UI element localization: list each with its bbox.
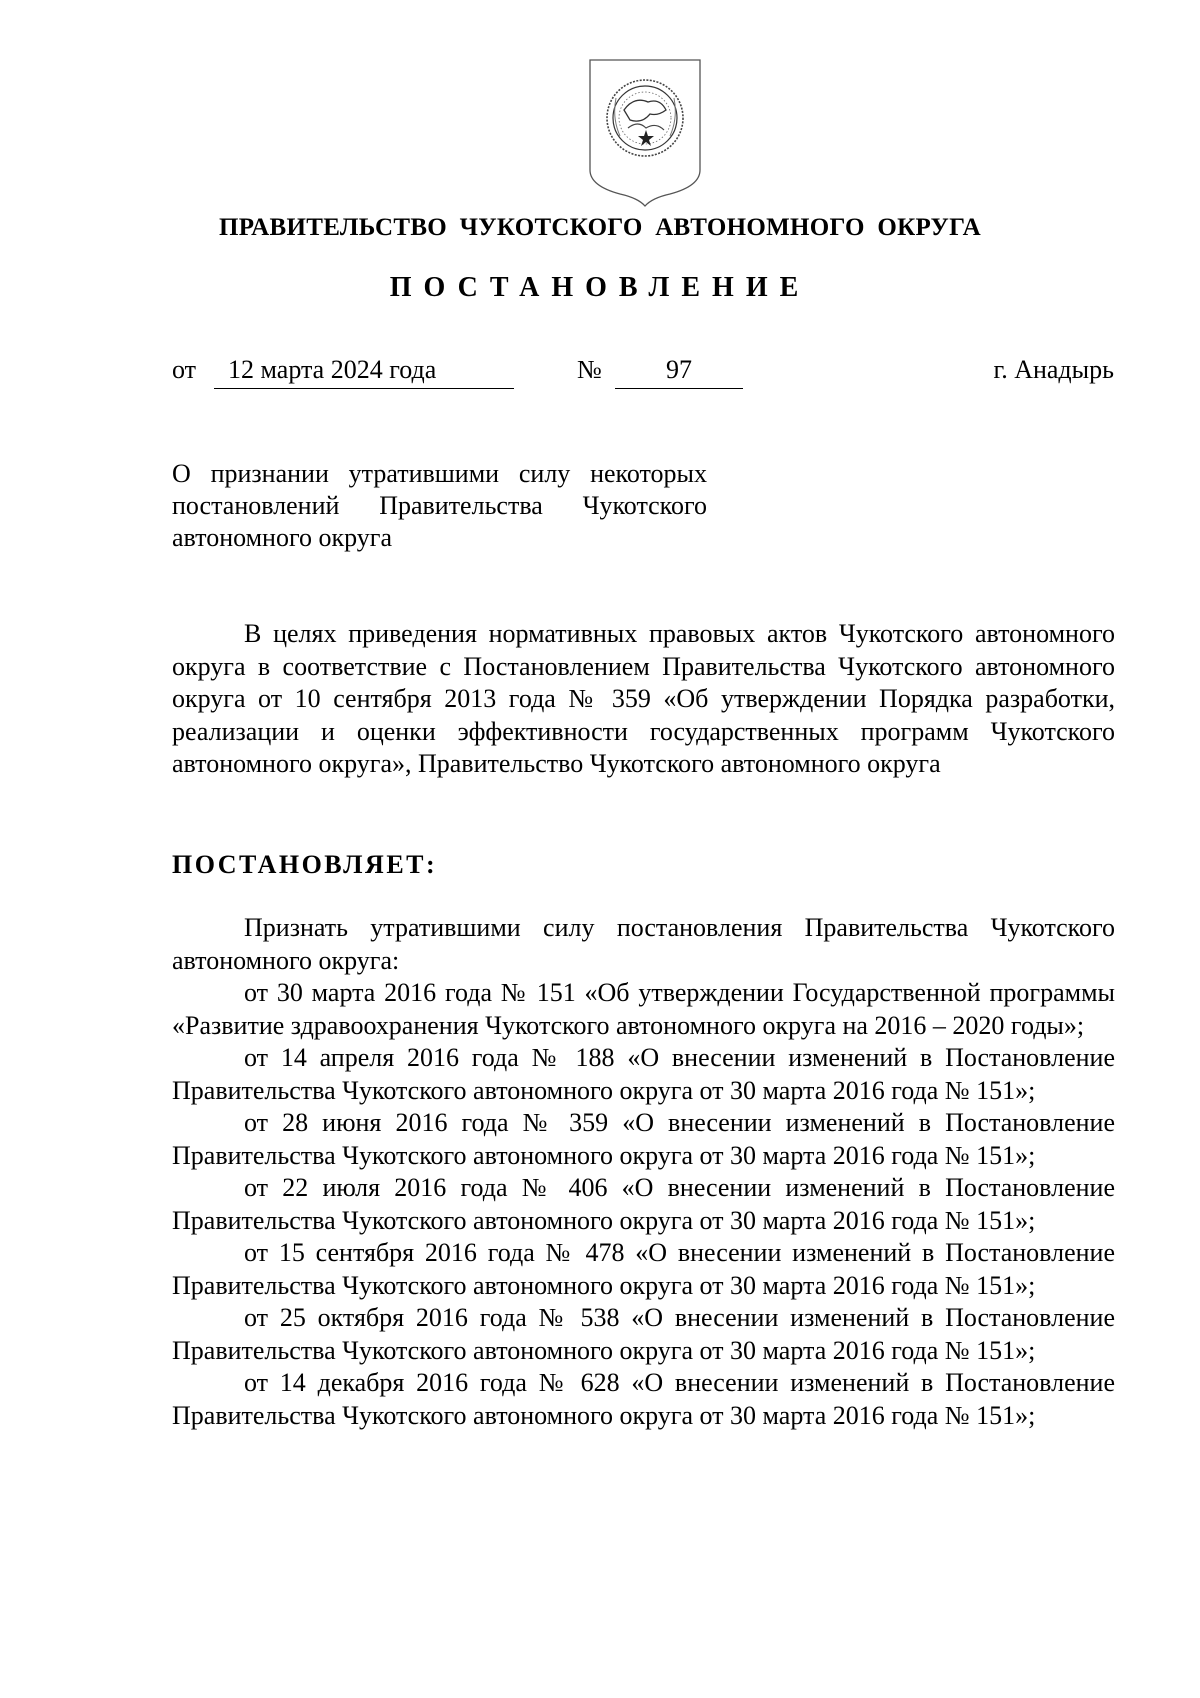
date-field xyxy=(214,355,514,389)
subject-line: О признании утратившими силу некоторых xyxy=(172,459,707,488)
decision-item: от 30 марта 2016 года № 151 «Об утверждении Государственной программы «Развитие здравоохранения Чукотского автономного округа на 2016 – 2020 годы»; xyxy=(172,978,1115,1040)
number-value: 97 xyxy=(666,355,692,384)
decision-item: от 14 декабря 2016 года № 628 «О внесении изменений в Постановление Правительства Чукотского автономного округа от 30 марта 2016 года № 151»; xyxy=(172,1368,1115,1430)
decision-item: от 22 июля 2016 года № 406 «О внесении изменений в Постановление Правительства Чукотского автономного округа от 30 марта 2016 года № 151»; xyxy=(172,1173,1115,1235)
number-field xyxy=(615,355,743,389)
subject-heading xyxy=(172,458,707,554)
document-type: ПОСТАНОВЛЕНИЕ xyxy=(389,272,811,303)
date-value: 12 марта 2024 года xyxy=(228,355,437,384)
decision-item: от 14 апреля 2016 года № 188 «О внесении изменений в Постановление Правительства Чукотского автономного округа от 30 марта 2016 года № 151»; xyxy=(172,1043,1115,1105)
decision-item: от 25 октября 2016 года № 538 «О внесении изменений в Постановление Правительства Чукотского автономного округа от 30 марта 2016 года № 151»; xyxy=(172,1303,1115,1365)
number-label: № xyxy=(577,355,602,384)
place: г. Анадырь xyxy=(993,355,1114,384)
subject-line: постановлений Правительства Чукотского xyxy=(172,491,707,520)
decision-item: от 28 июня 2016 года № 359 «О внесении изменений в Постановление Правительства Чукотского автономного округа от 30 марта 2016 года № 151»; xyxy=(172,1108,1115,1170)
coat-of-arms-icon xyxy=(586,58,704,208)
document-meta xyxy=(172,355,1114,395)
decree-word: ПОСТАНОВЛЯЕТ: xyxy=(172,850,438,879)
decision-lead: Признать утратившими силу постановления Правительства Чукотского автономного округа: xyxy=(172,913,1115,975)
date-label: от xyxy=(172,355,197,384)
preamble-text: В целях приведения нормативных правовых актов Чукотского автономного округа в соответствие с Постановлением Правительства Чукотского автономного округа от 10 сентября 2013 года № 359 «Об утверждении Порядка разработки, реализации и оценки эффективности государственных программ Чукотского автономного округа», Правительство Чукотского автономного округа xyxy=(172,619,1115,778)
organization-title: ПРАВИТЕЛЬСТВО ЧУКОТСКОГО АВТОНОМНОГО ОКРУГА xyxy=(219,214,981,241)
subject-line: автономного округа xyxy=(172,523,392,552)
preamble-block xyxy=(172,618,1115,781)
decision-item: от 15 сентября 2016 года № 478 «О внесении изменений в Постановление Правительства Чукотского автономного округа от 30 марта 2016 года № 151»; xyxy=(172,1238,1115,1300)
decision-block xyxy=(172,912,1115,1432)
